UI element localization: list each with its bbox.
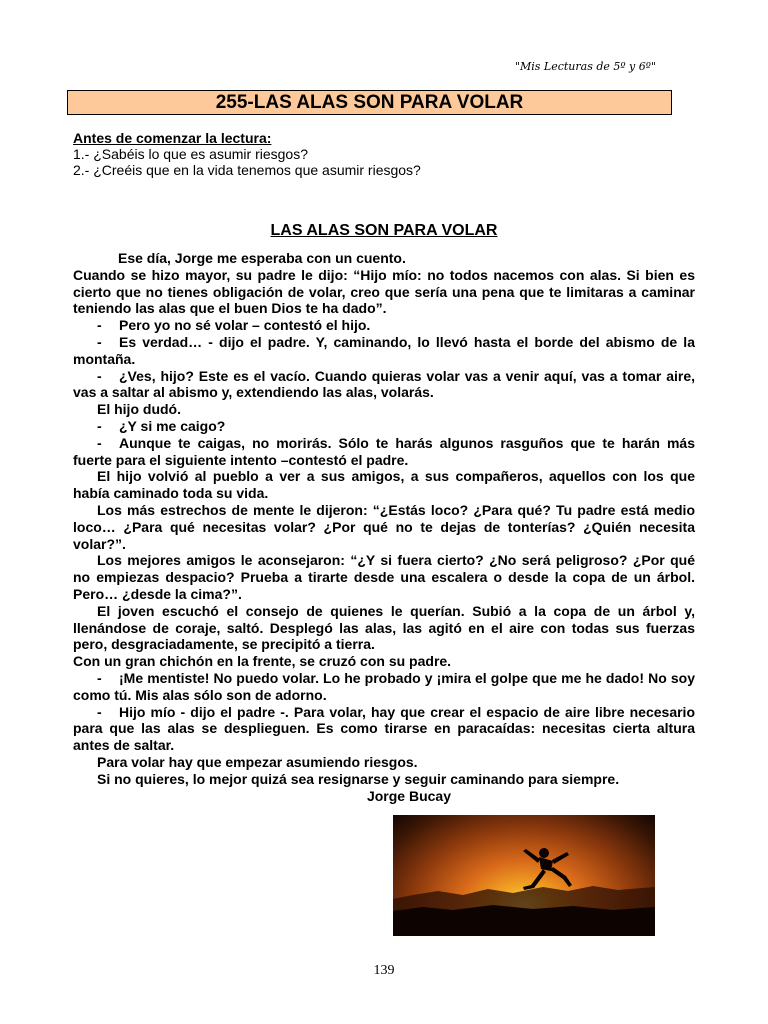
dash-mark: - (97, 367, 102, 384)
story-paragraph: Para volar hay que empezar asumiendo riesgos. (97, 753, 418, 770)
dash-mark: - (97, 417, 102, 434)
story-paragraph: Cuando se hizo mayor, su padre le dijo: “Hijo mío: no todos nacemos con alas. Si bien es cierto que no tienes obligación de volar, creo que sería una pena que te limitaras a caminar teniendo las alas que el buen Dios te ha dado”. (73, 266, 695, 317)
story-paragraph: El hijo dudó. (97, 401, 181, 418)
story-body (73, 250, 695, 804)
page-title-text: 255-LAS ALAS SON PARA VOLAR (215, 91, 524, 113)
story-paragraph: El joven escuchó el consejo de quienes le querían. Subió a la copa de un árbol y, llenándose de coraje, saltó. Desplegó las alas, las agitó en el aire con todas sus fuerzas pero, desgraciadamente, se precipitó a tierra. (73, 602, 695, 653)
author-name: Jorge Bucay (366, 787, 452, 804)
story-title: LAS ALAS SON PARA VOLAR (270, 222, 498, 239)
dialogue-line: - ¿Ves, hijo? Este es el vacío. Cuando quieras volar vas a venir aquí, vas a tomar aire, vas a saltar al abismo y, extendiendo las alas, volarás. (73, 367, 695, 401)
story-paragraph: Si no quieres, lo mejor quizá sea resignarse y seguir caminando para siempre. (97, 770, 620, 787)
sunset-jump-photo (393, 815, 655, 936)
story-paragraph: Con un gran chichón en la frente, se cruzó con su padre. (73, 653, 452, 670)
dialogue-line: - Es verdad… - dijo el padre. Y, caminando, lo llevó hasta el borde del abismo de la montaña. (73, 333, 695, 367)
page-number: 139 (373, 963, 395, 978)
header-note: "Mis Lecturas de 5º y 6º" (514, 60, 656, 73)
jumping-person-icon (523, 848, 572, 890)
dash-mark: - (97, 434, 102, 451)
pre-reading-question: 1.- ¿Sabéis lo que es asumir riesgos? (73, 146, 308, 162)
dialogue-line: - Aunque te caigas, no morirás. Sólo te harás algunos rasguños que te harán más fuerte para el siguiente intento –contestó el padre. (73, 434, 695, 468)
page-title (67, 90, 672, 115)
dash-mark: - (97, 703, 102, 720)
story-paragraph: El hijo volvió al pueblo a ver a sus amigos, a sus compañeros, aquellos con los que había caminado toda su vida. (73, 468, 695, 502)
story-paragraph: Los más estrechos de mente le dijeron: “¿Estás loco? ¿Para qué? Tu padre está medio loco… ¿Para qué necesitas volar? ¿Por qué no te dejas de tonterías? ¿Quién necesita volar?”. (73, 501, 695, 552)
pre-reading-question: 2.- ¿Creéis que en la vida tenemos que asumir riesgos? (73, 162, 421, 178)
pre-reading-heading: Antes de comenzar la lectura: (73, 130, 272, 146)
dialogue-line: - Hijo mío - dijo el padre -. Para volar, hay que crear el espacio de aire libre necesario para que las alas se desplieguen. Es como tirarse en paracaídas: necesitas cierta altura antes de saltar. (73, 703, 695, 754)
dash-mark: - (97, 317, 102, 334)
story-paragraph: Ese día, Jorge me esperaba con un cuento. (118, 250, 406, 266)
silhouette-illustration (393, 815, 655, 936)
dash-mark: - (97, 669, 102, 686)
dialogue-line: - ¿Y si me caigo? (97, 417, 226, 434)
dialogue-line: - ¡Me mentiste! No puedo volar. Lo he probado y ¡mira el golpe que me he dado! No soy como tú. Mis alas sólo son de adorno. (73, 669, 695, 703)
dialogue-line: - Pero yo no sé volar – contestó el hijo. (97, 317, 371, 334)
pre-reading-section (73, 130, 703, 178)
story-paragraph: Los mejores amigos le aconsejaron: “¿Y si fuera cierto? ¿No será peligroso? ¿Por qué no empiezas despacio? Prueba a tirarte desde una escalera o desde la copa de un árbol. Pero… ¿desde la cima?”. (73, 552, 695, 602)
dash-mark: - (97, 333, 102, 350)
